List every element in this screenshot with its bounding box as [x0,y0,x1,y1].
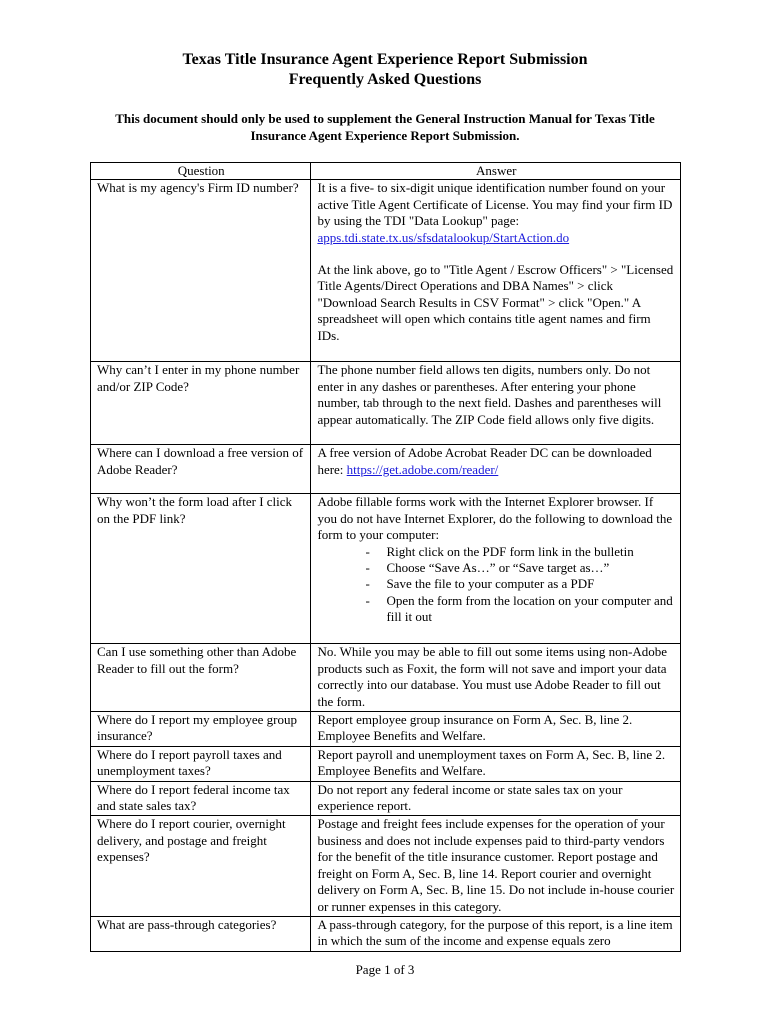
question-cell: What are pass-through categories? [91,916,311,951]
answer-cell [311,445,681,494]
table-row [91,746,681,781]
answer-cell [311,180,681,362]
answer-cell: The phone number field allows ten digits, numbers only. Do not enter in any dashes or parentheses. After entering your phone number, tab through to the next field. Dashes and parentheses will appear automatically. The ZIP Code field allows only five digits. [311,362,681,445]
table-header-row [91,163,681,180]
answer-column-header: Answer [311,163,681,180]
answer-text: Adobe fillable forms work with the Internet Explorer browser. If you do not have Internet Explorer, do the following to download the form to your computer: [317,494,673,543]
table-row [91,916,681,951]
question-cell: Why won’t the form load after I click on the PDF link? [91,494,311,644]
table-row [91,816,681,916]
question-cell: What is my agency's Firm ID number? [91,180,311,362]
question-column-header: Question [91,163,311,180]
document-title: Texas Title Insurance Agent Experience Report Submission [182,51,588,68]
answer-cell: A pass-through category, for the purpose of this report, is a line item in which the sum of the income and expense equals zero [311,916,681,951]
question-cell: Where do I report my employee group insurance? [91,712,311,747]
question-cell: Why can’t I enter in my phone number and/or ZIP Code? [91,362,311,445]
answer-text: It is a five- to six-digit unique identification number found on your active Title Agent Certificate of License. You may find your firm ID by using the TDI "Data Lookup" page: [317,180,673,229]
table-row [91,494,681,644]
intro-note: This document should only be used to supplement the General Instruction Manual for Texas Title Insurance Agent Experience Report Submission. [115,111,655,143]
table-row [91,781,681,816]
answer-cell [311,494,681,644]
faq-table [90,162,681,952]
question-cell: Where can I download a free version of Adobe Reader? [91,445,311,494]
answer-cell: Report payroll and unemployment taxes on Form A, Sec. B, line 2. Employee Benefits and Welfare. [311,746,681,781]
adobe-download-link[interactable]: https://get.adobe.com/reader/ [346,461,499,477]
answer-text: At the link above, go to "Title Agent / Escrow Officers" > "Licensed Title Agents/Direct Operations and DBA Names" > click "Download Search Results in CSV Format" > click "Open." A spreadsheet will open which contains title agent names and firm IDs. [317,262,674,343]
list-item: - Right click on the PDF form link in the bulletin [365,544,675,560]
list-item: - Choose “Save As…” or “Save target as…” [365,560,675,576]
answer-text: A free version of Adobe Acrobat Reader DC can be downloaded here: [317,445,652,477]
document-subtitle: Frequently Asked Questions [288,71,482,88]
list-item: - Open the form from the location on your computer and fill it out [365,593,675,626]
data-lookup-link[interactable]: apps.tdi.state.tx.us/sfsdatalookup/StartAction.do [317,229,570,245]
question-cell: Where do I report federal income tax and state sales tax? [91,781,311,816]
paragraph-gap [317,246,675,262]
answer-cell: Postage and freight fees include expenses for the operation of your business and does not include expenses paid to third-party vendors for the benefit of the title insurance customer. Report postage and freight on Form A, Sec. B, line 14. Report courier and overnight delivery on Form A, Sec. B, line 15. Do not include in-house courier or runner expenses in this category. [311,816,681,916]
steps-list [317,544,675,626]
table-row [91,712,681,747]
table-row [91,180,681,362]
answer-cell: Report employee group insurance on Form A, Sec. B, line 2. Employee Benefits and Welfare. [311,712,681,747]
question-cell: Where do I report payroll taxes and unemployment taxes? [91,746,311,781]
table-row [91,445,681,494]
answer-cell: No. While you may be able to fill out some items using non-Adobe products such as Foxit, the form will not save and import your data correctly into our database. You must use Adobe Reader to fill out the form. [311,644,681,712]
table-row [91,362,681,445]
question-cell: Where do I report courier, overnight delivery, and postage and freight expenses? [91,816,311,916]
table-row [91,644,681,712]
page-number: Page 1 of 3 [355,962,415,977]
list-item: - Save the file to your computer as a PDF [365,576,675,592]
question-cell: Can I use something other than Adobe Reader to fill out the form? [91,644,311,712]
answer-cell: Do not report any federal income or state sales tax on your experience report. [311,781,681,816]
